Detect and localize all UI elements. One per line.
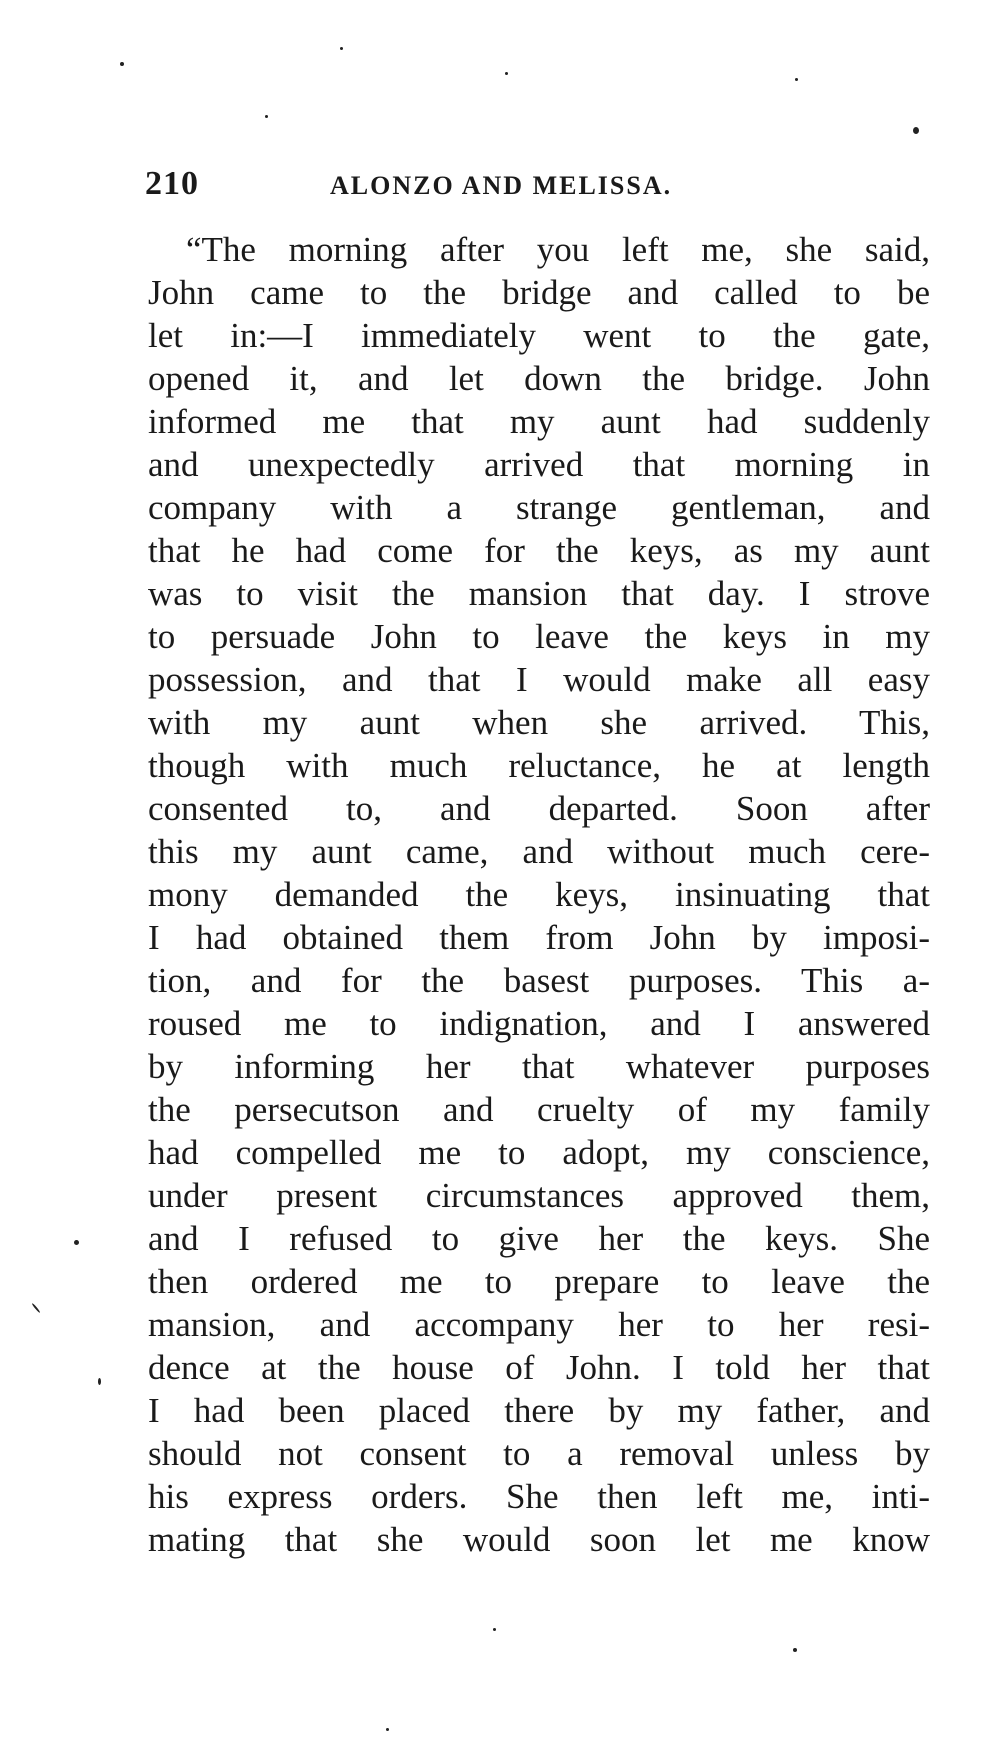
page-header xyxy=(145,165,935,215)
text-line: mating that she would soon let me know xyxy=(148,1520,930,1559)
page-number: 210 xyxy=(145,165,199,202)
text-line: tion, and for the basest purposes. This a- xyxy=(148,961,930,1000)
scan-speck xyxy=(795,78,798,81)
scan-speck xyxy=(265,115,268,118)
scan-speck xyxy=(31,1303,40,1313)
scan-speck xyxy=(386,1728,389,1731)
text-line: should not consent to a removal unless by xyxy=(148,1434,930,1473)
text-line: then ordered me to prepare to leave the xyxy=(148,1262,930,1301)
text-line: opened it, and let down the bridge. John xyxy=(148,359,930,398)
text-line: that he had come for the keys, as my aunt xyxy=(148,531,930,570)
scan-speck xyxy=(505,72,508,75)
running-head: ALONZO AND MELISSA. xyxy=(330,171,673,200)
scan-speck xyxy=(120,62,124,66)
scan-speck xyxy=(493,1628,496,1631)
scan-speck xyxy=(74,1240,79,1245)
text-line: “The morning after you left me, she said, xyxy=(186,230,930,269)
text-line: I had been placed there by my father, and xyxy=(148,1391,930,1430)
text-line: dence at the house of John. I told her that xyxy=(148,1348,930,1387)
text-line: the persecutson and cruelty of my family xyxy=(148,1090,930,1129)
text-line: possession, and that I would make all easy xyxy=(148,660,930,699)
scan-speck xyxy=(98,1378,101,1385)
text-line: and unexpectedly arrived that morning in xyxy=(148,445,930,484)
text-line: was to visit the mansion that day. I strove xyxy=(148,574,930,613)
text-line: under present circumstances approved them, xyxy=(148,1176,930,1215)
scan-speck xyxy=(793,1648,797,1652)
text-line: consented to, and departed. Soon after xyxy=(148,789,930,828)
text-line: let in:—I immediately went to the gate, xyxy=(148,316,930,355)
text-line: though with much reluctance, he at length xyxy=(148,746,930,785)
scan-speck xyxy=(340,47,343,50)
text-line: John came to the bridge and called to be xyxy=(148,273,930,312)
text-line: with my aunt when she arrived. This, xyxy=(148,703,930,742)
text-line: mansion, and accompany her to her resi- xyxy=(148,1305,930,1344)
text-line: informed me that my aunt had suddenly xyxy=(148,402,930,441)
text-line: roused me to indignation, and I answered xyxy=(148,1004,930,1043)
text-line: I had obtained them from John by imposi- xyxy=(148,918,930,957)
text-line: his express orders. She then left me, inti- xyxy=(148,1477,930,1516)
scan-speck xyxy=(913,127,919,134)
text-line: by informing her that whatever purposes xyxy=(148,1047,930,1086)
text-line: had compelled me to adopt, my conscience, xyxy=(148,1133,930,1172)
text-line: to persuade John to leave the keys in my xyxy=(148,617,930,656)
text-line: company with a strange gentleman, and xyxy=(148,488,930,527)
text-line: mony demanded the keys, insinuating that xyxy=(148,875,930,914)
body-text xyxy=(148,228,930,1561)
text-line: and I refused to give her the keys. She xyxy=(148,1219,930,1258)
text-line: this my aunt came, and without much cere- xyxy=(148,832,930,871)
